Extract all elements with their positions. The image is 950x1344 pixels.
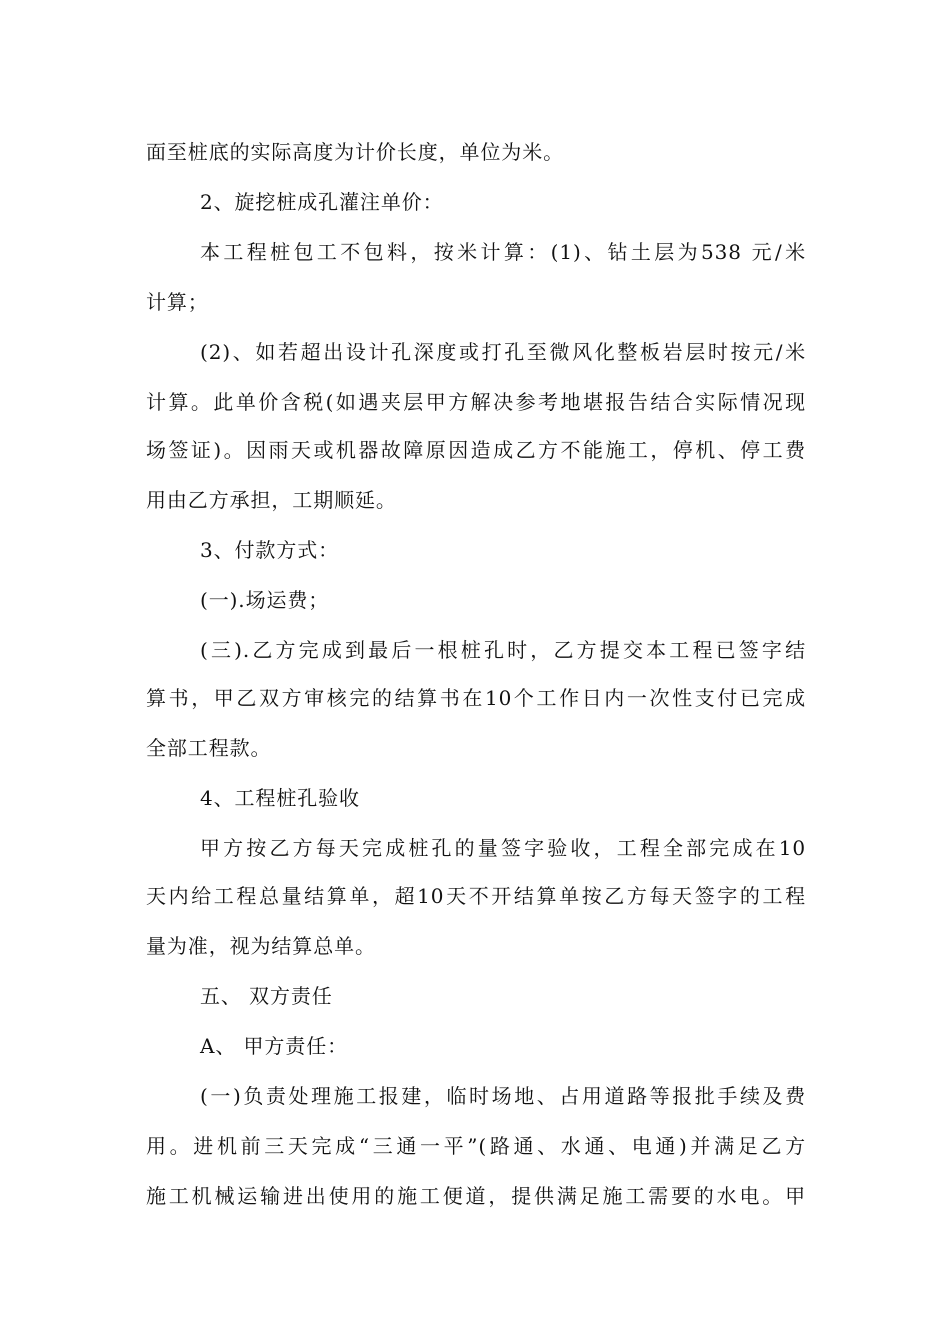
text-line-3: 本工程桩包工不包料，按米计算：(1)、钻土层为538 元/米 [200,240,806,264]
text-line-15: 甲方按乙方每天完成桩孔的量签字验收，工程全部完成在10 [200,836,806,860]
text-line-5: (2)、如若超出设计孔深度或打孔至微风化整板岩层时按元/米 [200,340,806,364]
text-line-13: 全部工程款。 [146,736,272,760]
text-line-20: (一)负责处理施工报建，临时场地、占用道路等报批手续及费 [200,1084,806,1108]
text-line-6: 计算。此单价含税(如遇夹层甲方解决参考地堪报告结合实际情况现 [146,390,806,414]
text-line-18: 五、 双方责任 [200,984,333,1008]
text-line-10: (一).场运费； [200,588,330,612]
text-line-9: 3、付款方式： [200,538,340,562]
text-line-2: 2、旋挖桩成孔灌注单价： [200,190,444,214]
text-line-12: 算书，甲乙双方审核完的结算书在10个工作日内一次性支付已完成 [146,686,806,710]
text-line-14: 4、工程桩孔验收 [200,786,360,810]
text-line-11: (三).乙方完成到最后一根桩孔时，乙方提交本工程已签字结 [200,638,806,662]
text-line-8: 用由乙方承担，工期顺延。 [146,488,397,512]
text-line-16: 天内给工程总量结算单，超10天不开结算单按乙方每天签字的工程 [146,884,806,908]
text-line-4: 计算； [146,290,209,314]
text-line-17: 量为准，视为结算总单。 [146,934,376,958]
text-line-1: 面至桩底的实际高度为计价长度，单位为米。 [146,140,564,164]
text-line-21: 用。进机前三天完成“三通一平”(路通、水通、电通)并满足乙方 [146,1134,806,1158]
text-line-7: 场签证)。因雨天或机器故障原因造成乙方不能施工，停机、停工费 [146,438,806,462]
text-line-22: 施工机械运输进出使用的施工便道，提供满足施工需要的水电。甲 [146,1184,806,1208]
text-line-19: A、 甲方责任： [200,1034,349,1058]
